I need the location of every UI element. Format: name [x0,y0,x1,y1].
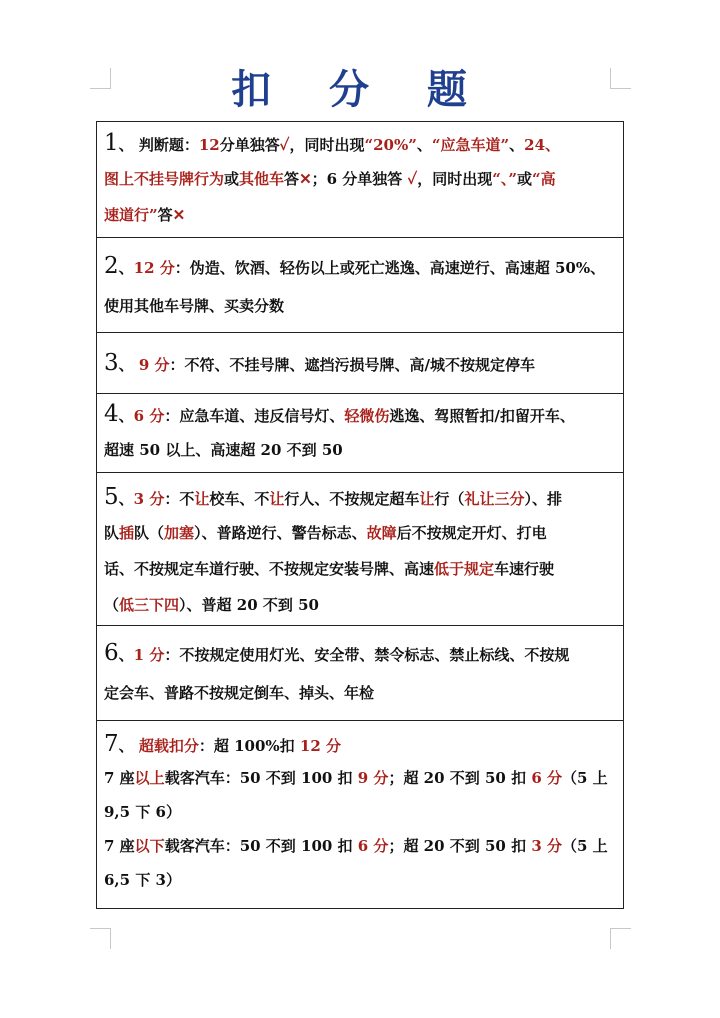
item-line [104,633,617,673]
body-text: （ [104,596,120,614]
highlight-text: 6 分 [133,407,165,425]
body-text: ：不符、不挂号牌、遮挡污损号牌、高/城不按规定停车 [169,356,536,374]
highlight-text: 6 分 [357,837,389,855]
item-line [104,795,617,829]
body-text: ：不按规定使用灯光、安全带、禁令标志、禁止标线、不按规 [164,646,570,664]
body-text: 校车、不 [209,490,270,508]
body-text: ：不 [164,490,195,508]
item-line [104,479,617,515]
highlight-text: ✕ [299,170,312,188]
body-text: 、 判断题： [118,136,199,154]
highlight-text: 让 [269,490,285,508]
item-line [104,125,617,161]
body-text: 行（ [434,490,465,508]
item-line [104,727,617,761]
highlight-text: 1 分 [133,646,165,664]
item-line [104,863,617,897]
body-text: 、 [416,136,432,154]
body-text: 载客汽车：50 不到 100 扣 [164,837,358,855]
item-4 [97,394,623,473]
highlight-text: 让 [194,490,210,508]
body-text: 、 [118,356,139,374]
body-text: ）、普超 20 不到 50 [179,596,319,614]
body-text: 使用其他车号牌、买卖分数 [104,297,285,315]
highlight-text: ✓ [407,170,418,188]
item-number: 1 [104,130,119,156]
body-text: 7 座 [104,769,135,787]
highlight-text: 以下 [134,837,165,855]
body-text: ）、排 [524,490,562,508]
item-line [104,197,617,233]
highlight-text: 低于规定 [434,560,495,578]
body-text: 答 [157,206,173,224]
highlight-text: 24、 [524,136,561,154]
highlight-text: 12 分 [133,259,175,277]
highlight-text: 超载扣分 [138,737,199,755]
body-text: ；6 分单独答 [311,170,408,188]
body-text: 7 座 [104,837,135,855]
body-text: 话、不按规定车道行驶、不按规定安装号牌、高速 [104,560,435,578]
highlight-text: 故障 [366,524,397,542]
highlight-text: “高 [532,170,556,188]
item-line [104,161,617,197]
body-text: 分单独答 [219,136,280,154]
body-text: 超速 50 以上、高速超 20 不到 50 [104,441,343,459]
highlight-text: 3 分 [531,837,562,855]
crop-mark-bottom-left [90,928,111,949]
item-7 [97,721,623,908]
body-text: 、 [509,136,525,154]
item-line [104,432,617,468]
highlight-text: “20%” [364,136,417,154]
body-text: ；超 20 不到 50 扣 [388,769,532,787]
highlight-text: 让 [419,490,435,508]
highlight-text: 其他车 [239,170,285,188]
body-text: （5 上 [561,837,608,855]
item-line [104,286,617,326]
body-text: 答 [284,170,300,188]
item-number: 3 [104,350,119,376]
item-number: 2 [104,253,119,279]
item-number: 6 [104,640,119,666]
item-line [104,673,617,713]
highlight-text: 以上 [134,769,165,787]
body-text: 、 [118,737,139,755]
body-text: 、 [118,646,134,664]
highlight-text: 礼让三分 [464,490,525,508]
highlight-text: ✓ [279,136,290,154]
item-number: 5 [104,484,119,510]
item-line [104,761,617,795]
highlight-text: “应急车道” [431,136,510,154]
item-3 [97,333,623,394]
highlight-text: 9 分 [357,769,389,787]
highlight-text: 速道行” [104,206,158,224]
body-text: ：伪造、饮酒、轻伤以上或死亡逃逸、高速逆行、高速超 50%、 [174,259,606,277]
penalty-table [96,121,624,909]
item-2 [97,238,623,333]
item-line [104,246,617,286]
body-text: ；超 20 不到 50 扣 [388,837,532,855]
body-text: （5 上 [561,769,608,787]
body-text: ，同时出现 [417,170,493,188]
page-title: 扣 分 题 [231,67,489,113]
body-text: 逃逸、驾照暂扣/扣留开车、 [389,407,575,425]
crop-mark-bottom-right [610,928,631,949]
body-text: 或 [224,170,240,188]
item-line [104,587,617,623]
body-text: 9,5 下 6） [104,803,181,821]
body-text: 、 [118,490,134,508]
body-text: 、 [118,259,134,277]
highlight-text: 低三下四 [119,596,180,614]
highlight-text: 图上不挂号牌行为 [104,170,225,188]
body-text: 定会车、普路不按规定倒车、掉头、年检 [104,684,375,702]
body-text: 车速行驶 [494,560,555,578]
highlight-text: 加塞 [164,524,195,542]
body-text: 6,5 下 3） [104,871,181,889]
body-text: 后不按规定开灯、打电 [396,524,547,542]
item-line [104,829,617,863]
highlight-text: 6 分 [531,769,562,787]
item-number: 7 [104,731,119,757]
item-line [104,515,617,551]
highlight-text: 3 分 [133,490,165,508]
highlight-text: 插 [119,524,135,542]
item-5 [97,473,623,626]
body-text: 或 [517,170,533,188]
highlight-text: 轻微伤 [344,407,390,425]
body-text: ：超 100%扣 [198,737,300,755]
highlight-text: 12 [198,136,220,154]
body-text: 载客汽车：50 不到 100 扣 [164,769,358,787]
item-line [104,345,617,381]
highlight-text: 9 分 [138,356,170,374]
item-number: 4 [104,401,119,427]
body-text: 行人、不按规定超车 [284,490,420,508]
body-text: ）、普路逆行、警告标志、 [194,524,367,542]
item-line [104,551,617,587]
item-line [104,396,617,432]
body-text: ：应急车道、违反信号灯、 [164,407,345,425]
body-text: 队（ [134,524,165,542]
body-text: 、 [118,407,134,425]
highlight-text: “、” [492,170,517,188]
item-1 [97,122,623,238]
item-6 [97,626,623,721]
body-text: 队 [104,524,120,542]
body-text: ，同时出现 [289,136,365,154]
highlight-text: ✕ [172,206,186,224]
highlight-text: 12 分 [299,737,342,755]
